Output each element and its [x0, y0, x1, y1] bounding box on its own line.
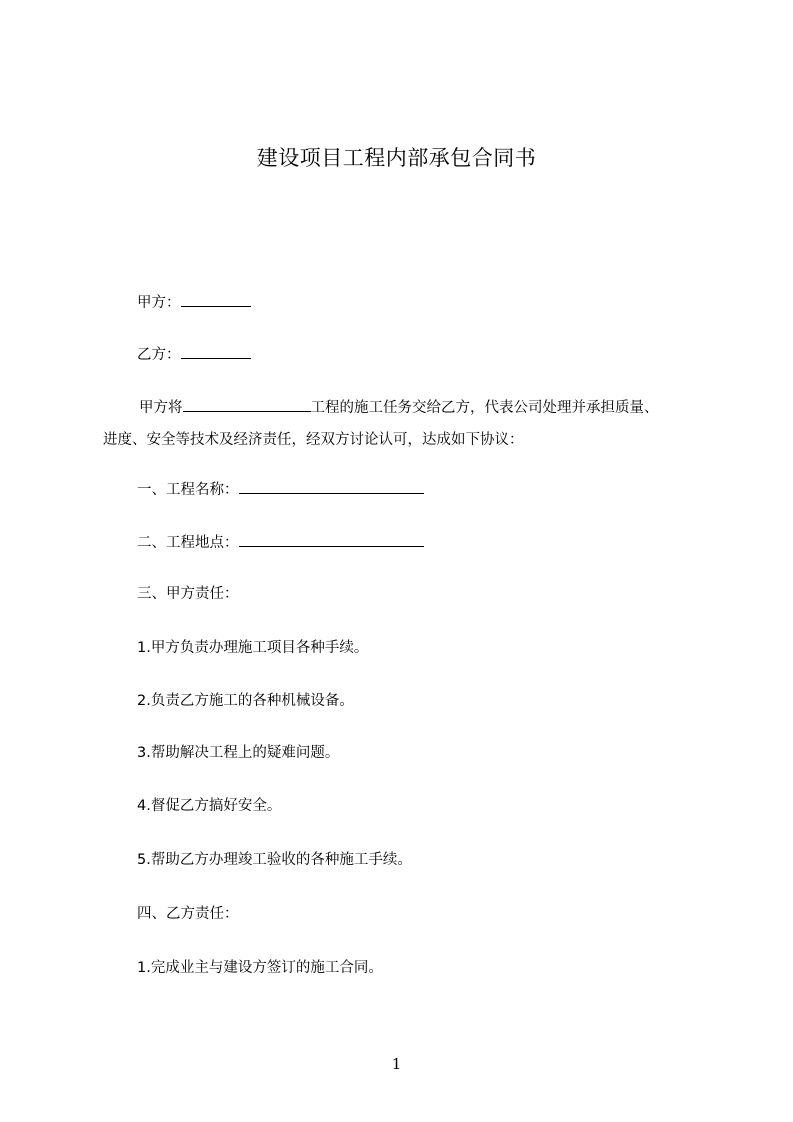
section-1-heading: 一、工程名称：: [137, 482, 239, 498]
party-b-duty-1: 1.完成业主与建设方签订的施工合同。: [137, 960, 383, 976]
section-4-heading: 四、乙方责任：: [137, 906, 239, 922]
party-a-line: [137, 292, 251, 313]
party-a-label: 甲方：: [137, 295, 181, 311]
section-2-line: [137, 532, 424, 553]
intro-rest-2: 进度、安全等技术及经济责任，经双方讨论认可，达成如下协议：: [103, 432, 524, 448]
intro-lead: 甲方将: [139, 400, 183, 416]
project-blank: [183, 397, 311, 412]
section-2-heading: 二、工程地点：: [137, 535, 239, 551]
party-a-duty-2: 2.负责乙方施工的各种机械设备。: [137, 693, 354, 709]
section-3-heading: 三、甲方责任：: [137, 586, 239, 602]
intro-rest-1: 工程的施工任务交给乙方，代表公司处理并承担质量、: [310, 400, 659, 416]
party-a-duty-5: 5.帮助乙方办理竣工验收的各种施工手续。: [137, 852, 412, 868]
document-title: 建设项目工程内部承包合同书: [256, 146, 537, 170]
party-a-duty-3: 3.帮助解决工程上的疑难问题。: [137, 745, 340, 761]
page-number: 1: [391, 1055, 402, 1073]
party-a-duty-4: 4.督促乙方搞好安全。: [137, 798, 282, 814]
party-b-line: [137, 344, 251, 365]
section-1-line: [137, 479, 424, 500]
party-a-blank: [181, 292, 251, 307]
project-location-blank: [239, 532, 424, 547]
intro-paragraph: [103, 392, 703, 456]
party-b-blank: [181, 344, 251, 359]
project-name-blank: [239, 479, 424, 494]
party-a-duty-1: 1.甲方负责办理施工项目各种手续。: [137, 640, 369, 656]
party-b-label: 乙方：: [137, 347, 181, 363]
